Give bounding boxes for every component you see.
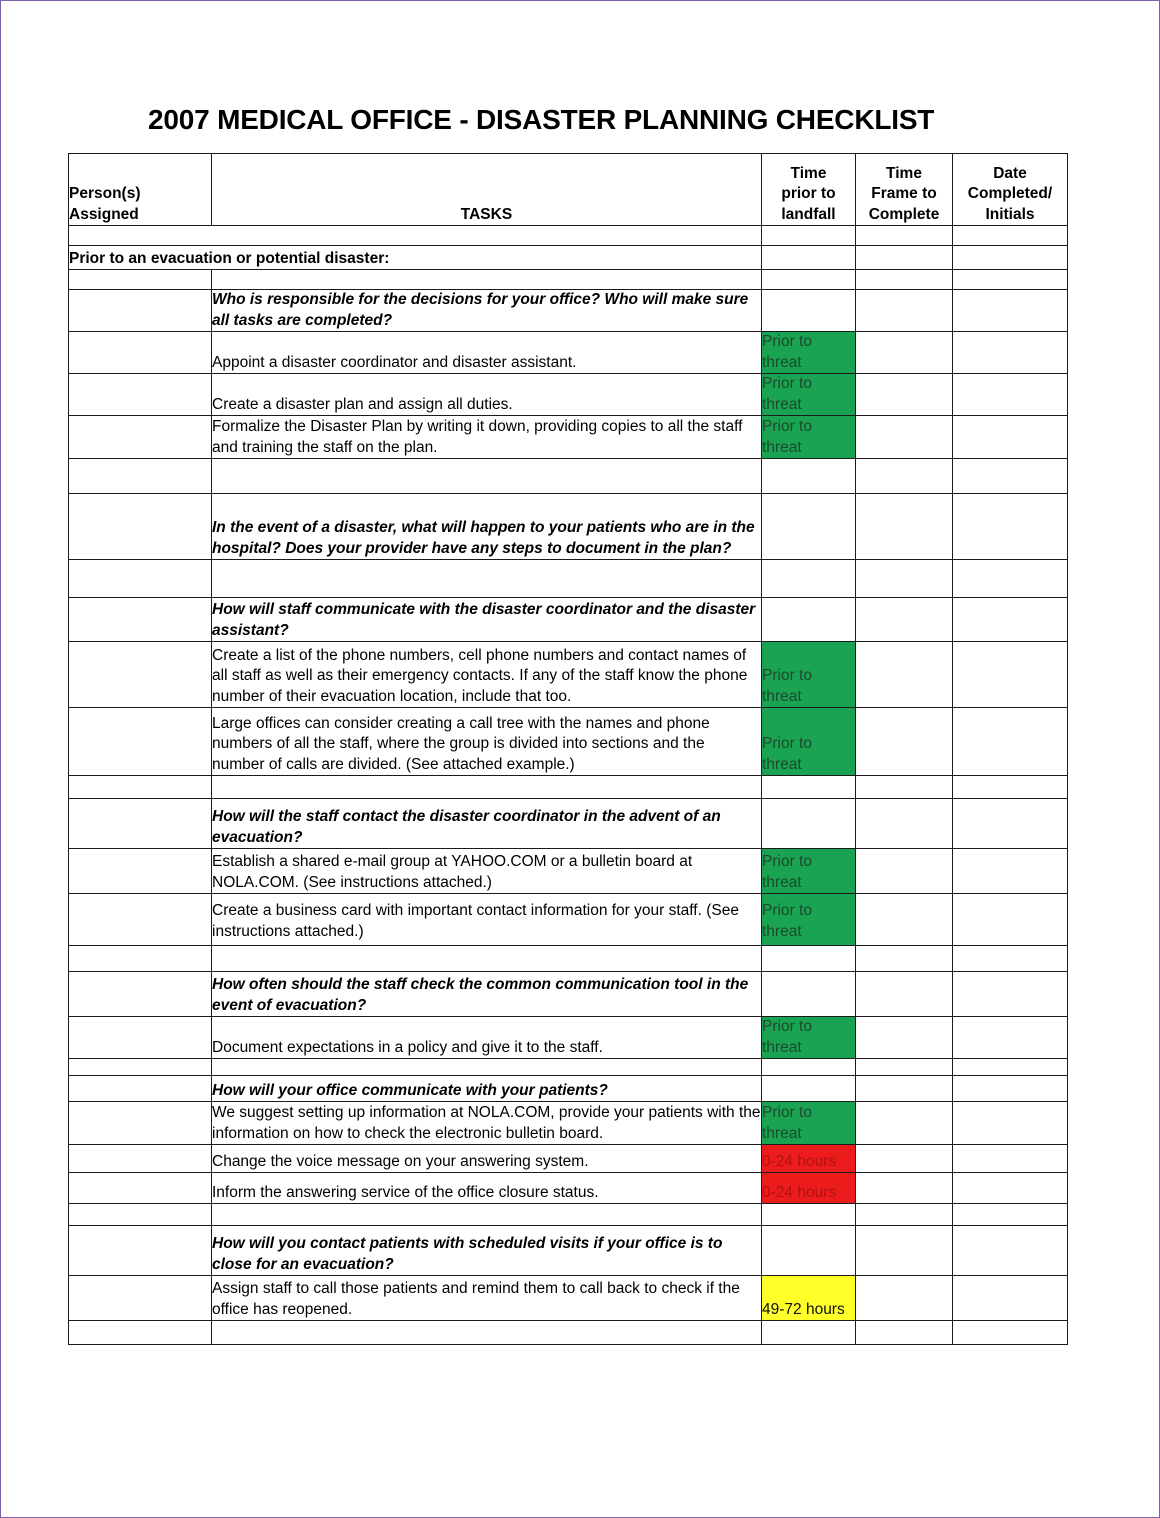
task-row bbox=[69, 416, 1068, 459]
spacer-row bbox=[69, 459, 1068, 494]
task-text: We suggest setting up information at NOLA.COM, provide your patients with the information on how to check the electronic bulletin board. bbox=[212, 1102, 762, 1145]
time-frame-cell[interactable] bbox=[856, 894, 953, 946]
header-tasks: TASKS bbox=[212, 154, 762, 226]
person-assigned-cell[interactable] bbox=[69, 1017, 212, 1059]
person-assigned-cell[interactable] bbox=[69, 1145, 212, 1173]
person-assigned-cell[interactable] bbox=[69, 1276, 212, 1321]
person-assigned-cell[interactable] bbox=[69, 416, 212, 459]
question-row bbox=[69, 290, 1068, 332]
task-row bbox=[69, 642, 1068, 708]
task-text: Create a list of the phone numbers, cell phone numbers and contact names of all staff as well as their emergency contacts. If any of the staff know the phone number of their evacuation location, include that too. bbox=[212, 642, 762, 708]
task-row bbox=[69, 1145, 1068, 1173]
question-row bbox=[69, 1076, 1068, 1102]
person-assigned-cell[interactable] bbox=[69, 849, 212, 894]
date-completed-cell[interactable] bbox=[953, 642, 1068, 708]
task-text: Assign staff to call those patients and remind them to call back to check if the office has reopened. bbox=[212, 1276, 762, 1321]
spacer-row bbox=[69, 776, 1068, 799]
timeframe-49-72-hours: 49-72 hours bbox=[762, 1276, 856, 1321]
document-title: 2007 MEDICAL OFFICE - DISASTER PLANNING CHECKLIST bbox=[148, 104, 935, 135]
task-text: Establish a shared e-mail group at YAHOO.COM or a bulletin board at NOLA.COM. (See instructions attached.) bbox=[212, 849, 762, 894]
task-text: Formalize the Disaster Plan by writing it down, providing copies to all the staff and training the staff on the plan. bbox=[212, 416, 762, 459]
header-date-completed-initials: Date Completed/ Initials bbox=[953, 154, 1068, 226]
question-text: How will your office communicate with your patients? bbox=[212, 1076, 762, 1102]
timeframe-prior-to-threat: Prior to threat bbox=[762, 332, 856, 374]
time-frame-cell[interactable] bbox=[856, 708, 953, 776]
section-label: Prior to an evacuation or potential disaster: bbox=[69, 246, 762, 270]
question-row bbox=[69, 799, 1068, 849]
date-completed-cell[interactable] bbox=[953, 1102, 1068, 1145]
header-time-prior-to-landfall: Time prior to landfall bbox=[762, 154, 856, 226]
task-text: Inform the answering service of the office closure status. bbox=[212, 1173, 762, 1204]
question-text: How often should the staff check the common communication tool in the event of evacuation? bbox=[212, 972, 762, 1017]
date-completed-cell[interactable] bbox=[953, 374, 1068, 416]
task-row bbox=[69, 332, 1068, 374]
date-completed-cell[interactable] bbox=[953, 849, 1068, 894]
timeframe-prior-to-threat: Prior to threat bbox=[762, 374, 856, 416]
timeframe-prior-to-threat: Prior to threat bbox=[762, 708, 856, 776]
checklist-table bbox=[68, 153, 1068, 1345]
person-assigned-cell[interactable] bbox=[69, 708, 212, 776]
task-row bbox=[69, 1017, 1068, 1059]
timeframe-0-24-hours: 0-24 hours bbox=[762, 1173, 856, 1204]
section-row bbox=[69, 246, 1068, 270]
spacer-row bbox=[69, 1059, 1068, 1076]
spacer-row bbox=[69, 226, 1068, 246]
date-completed-cell[interactable] bbox=[953, 332, 1068, 374]
timeframe-prior-to-threat: Prior to threat bbox=[762, 849, 856, 894]
date-completed-cell[interactable] bbox=[953, 1017, 1068, 1059]
date-completed-cell[interactable] bbox=[953, 416, 1068, 459]
question-text: How will you contact patients with scheduled visits if your office is to close for an evacuation? bbox=[212, 1226, 762, 1276]
task-row bbox=[69, 1173, 1068, 1204]
header-row bbox=[69, 154, 1068, 226]
date-completed-cell[interactable] bbox=[953, 894, 1068, 946]
spacer-row bbox=[69, 560, 1068, 598]
spacer-row bbox=[69, 946, 1068, 972]
task-row bbox=[69, 708, 1068, 776]
timeframe-prior-to-threat: Prior to threat bbox=[762, 894, 856, 946]
task-text: Large offices can consider creating a call tree with the names and phone numbers of all the staff, where the group is divided into sections and the number of calls are divided. (See attached example.) bbox=[212, 708, 762, 776]
task-row bbox=[69, 894, 1068, 946]
question-row bbox=[69, 494, 1068, 560]
time-frame-cell[interactable] bbox=[856, 374, 953, 416]
person-assigned-cell[interactable] bbox=[69, 332, 212, 374]
timeframe-prior-to-threat: Prior to threat bbox=[762, 416, 856, 459]
person-assigned-cell[interactable] bbox=[69, 1173, 212, 1204]
header-persons-assigned: Person(s) Assigned bbox=[69, 154, 212, 226]
person-assigned-cell[interactable] bbox=[69, 1102, 212, 1145]
timeframe-0-24-hours: 0-24 hours bbox=[762, 1145, 856, 1173]
date-completed-cell[interactable] bbox=[953, 1145, 1068, 1173]
date-completed-cell[interactable] bbox=[953, 708, 1068, 776]
task-text: Document expectations in a policy and give it to the staff. bbox=[212, 1017, 762, 1059]
time-frame-cell[interactable] bbox=[856, 1276, 953, 1321]
question-text: How will the staff contact the disaster coordinator in the advent of an evacuation? bbox=[212, 799, 762, 849]
header-time-frame-to-complete: Time Frame to Complete bbox=[856, 154, 953, 226]
time-frame-cell[interactable] bbox=[856, 849, 953, 894]
question-text: In the event of a disaster, what will happen to your patients who are in the hospital? Does your provider have any steps to document in the plan? bbox=[212, 494, 762, 560]
person-assigned-cell[interactable] bbox=[69, 374, 212, 416]
task-row bbox=[69, 1102, 1068, 1145]
task-text: Appoint a disaster coordinator and disaster assistant. bbox=[212, 332, 762, 374]
time-frame-cell[interactable] bbox=[856, 1102, 953, 1145]
time-frame-cell[interactable] bbox=[856, 1173, 953, 1204]
time-frame-cell[interactable] bbox=[856, 1017, 953, 1059]
question-row bbox=[69, 598, 1068, 642]
task-row bbox=[69, 374, 1068, 416]
spacer-row bbox=[69, 270, 1068, 290]
spacer-row bbox=[69, 1321, 1068, 1345]
timeframe-prior-to-threat: Prior to threat bbox=[762, 1017, 856, 1059]
task-text: Create a disaster plan and assign all duties. bbox=[212, 374, 762, 416]
time-frame-cell[interactable] bbox=[856, 642, 953, 708]
task-text: Change the voice message on your answering system. bbox=[212, 1145, 762, 1173]
task-row bbox=[69, 849, 1068, 894]
question-row bbox=[69, 972, 1068, 1017]
time-frame-cell[interactable] bbox=[856, 332, 953, 374]
date-completed-cell[interactable] bbox=[953, 1276, 1068, 1321]
question-text: Who is responsible for the decisions for your office? Who will make sure all tasks are completed? bbox=[212, 290, 762, 332]
person-assigned-cell[interactable] bbox=[69, 894, 212, 946]
time-frame-cell[interactable] bbox=[856, 1145, 953, 1173]
task-row bbox=[69, 1276, 1068, 1321]
task-text: Create a business card with important contact information for your staff. (See instructions attached.) bbox=[212, 894, 762, 946]
timeframe-prior-to-threat: Prior to threat bbox=[762, 642, 856, 708]
timeframe-prior-to-threat: Prior to threat bbox=[762, 1102, 856, 1145]
time-frame-cell[interactable] bbox=[856, 416, 953, 459]
person-assigned-cell[interactable] bbox=[69, 642, 212, 708]
spacer-row bbox=[69, 1204, 1068, 1226]
date-completed-cell[interactable] bbox=[953, 1173, 1068, 1204]
question-text: How will staff communicate with the disaster coordinator and the disaster assistant? bbox=[212, 598, 762, 642]
question-row bbox=[69, 1226, 1068, 1276]
